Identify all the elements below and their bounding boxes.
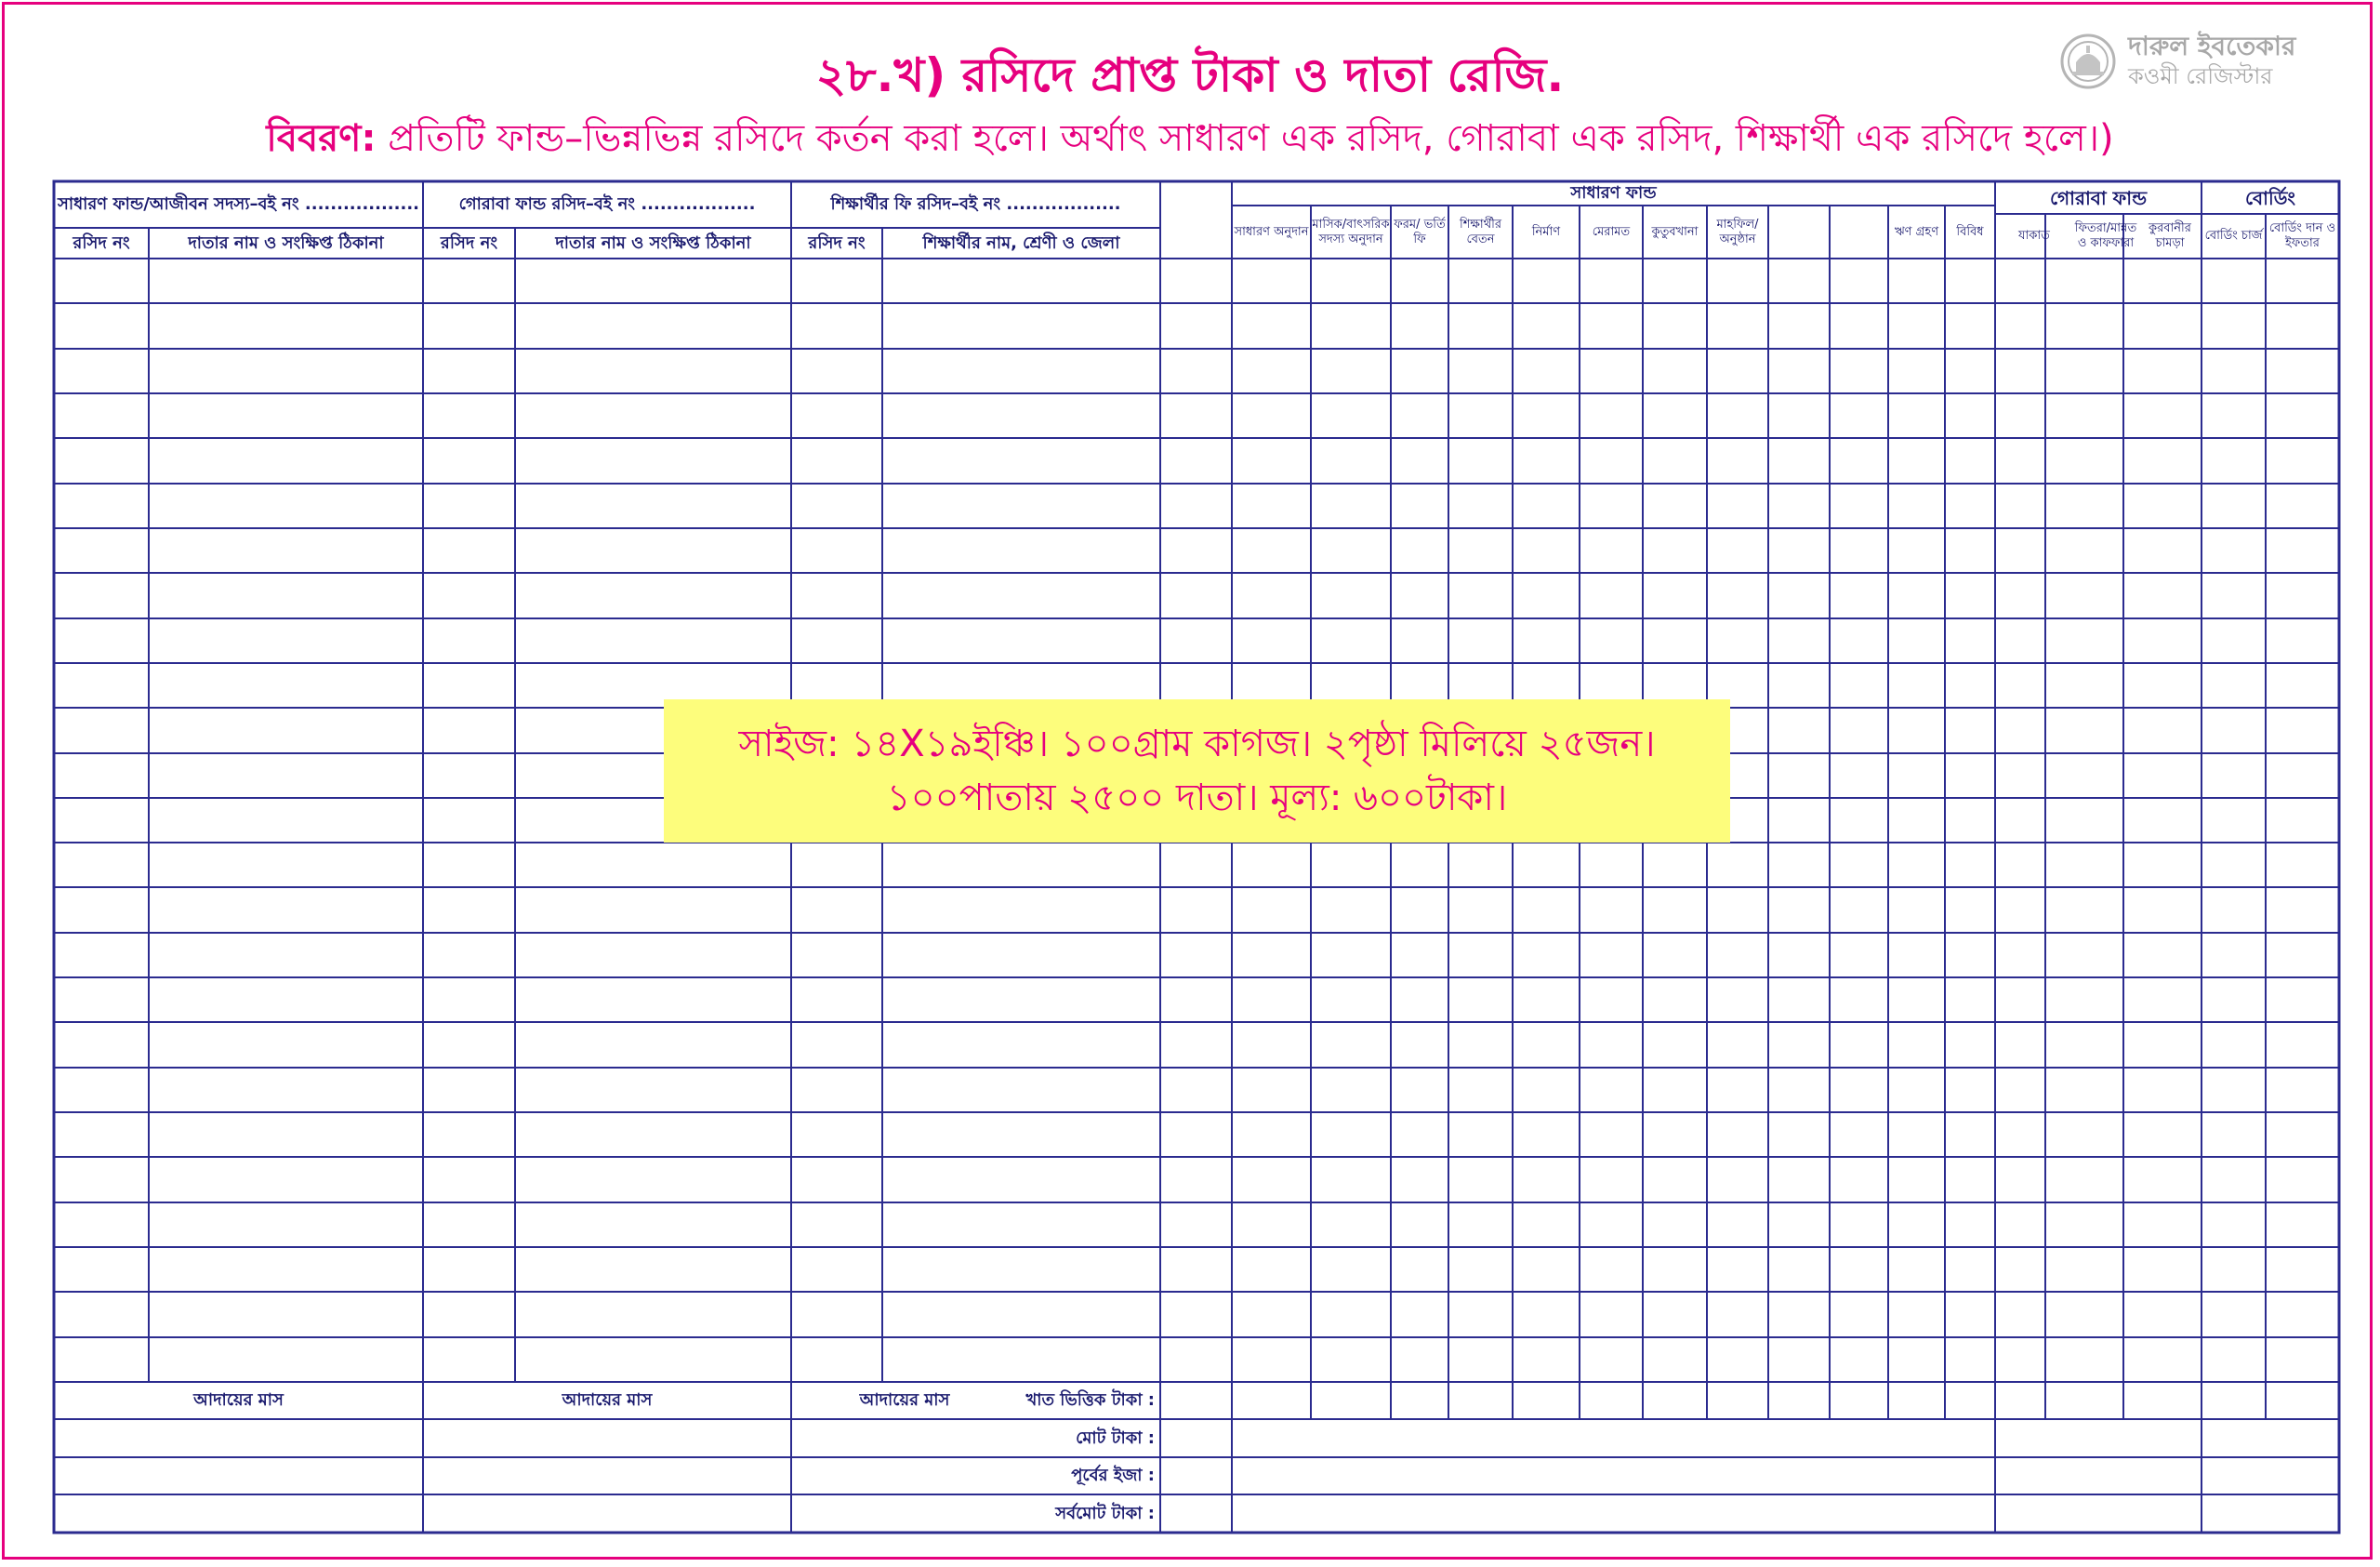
general-col-header: মেরামত <box>1592 224 1631 239</box>
section3-student-header: শিক্ষার্থীর নাম, শ্রেণী ও জেলা <box>922 232 1120 253</box>
boarding-col-header: বোর্ডিং চার্জ <box>2204 229 2263 243</box>
general-col-header: ঋণ গ্রহণ <box>1894 224 1939 239</box>
subtitle-text: প্রতিটি ফান্ড–ভিন্নভিন্ন রসিদে কর্তন করা হলে। অর্থাৎ সাধারণ এক রসিদ, গোরাবা এক রসিদ, শিক্ষার্থী এক রসিদে হলে।) <box>388 117 2114 160</box>
section1-donor-header: দাতার নাম ও সংক্ষিপ্ত ঠিকানা <box>188 232 384 253</box>
section3-title: শিক্ষার্থীর ফি রসিদ–বই নং .................. <box>830 194 1121 214</box>
general-col-header: নির্মাণ <box>1531 224 1561 239</box>
footer-month-3: আদায়ের মাস <box>859 1390 950 1410</box>
info-banner <box>664 699 1730 843</box>
boarding-header: বোর্ডিং <box>2244 186 2296 209</box>
general-col-header <box>1830 206 1888 259</box>
goraba-col-header: ফিতরা/মান্নত ও কাফফারা <box>2074 221 2137 250</box>
section2-donor-header: দাতার নাম ও সংক্ষিপ্ত ঠিকানা <box>555 232 751 253</box>
banner-line1: সাইজ: ১৪X১৯ইঞ্চি। ১০০গ্রাম কাগজ। ২পৃষ্ঠা মিলিয়ে ২৫জন। <box>738 723 1656 765</box>
section3-receipt-header: রসিদ নং <box>808 232 866 253</box>
goraba-col-header: যাকাত <box>2018 229 2050 243</box>
footer-grand-total-label: সর্বমোট টাকা : <box>1055 1503 1155 1523</box>
section1-title: সাধারণ ফান্ড/আজীবন সদস্য–বই নং .................. <box>57 194 419 214</box>
general-col-header: শিক্ষার্থীর বেতন <box>1459 217 1501 246</box>
boarding-col-header: বোর্ডিং দান ও ইফতার <box>2268 221 2336 250</box>
goraba-fund-header: গোরাবা ফান্ড <box>2049 186 2148 209</box>
goraba-col-header: কুরবানীর চামড়া <box>2149 221 2191 250</box>
section1-receipt-header: রসিদ নং <box>73 232 130 253</box>
footer-khat-total-label: খাত ভিত্তিক টাকা : <box>1025 1390 1155 1410</box>
footer-total-label: মোট টাকা : <box>1076 1428 1155 1448</box>
footer-month-1: আদায়ের মাস <box>193 1390 284 1410</box>
footer-month-2: আদায়ের মাস <box>562 1390 653 1410</box>
general-col-header: কুতুবখানা <box>1651 224 1699 239</box>
general-col-header: মাসিক/বাৎসরিক সদস্য অনুদান <box>1312 217 1390 246</box>
general-col-header: সাধারণ অনুদান <box>1234 224 1309 239</box>
general-fund-header: সাধারণ ফান্ড <box>1570 183 1657 203</box>
general-col-header: বিবিধ <box>1956 224 1984 239</box>
section2-receipt-header: রসিদ নং <box>440 232 498 253</box>
table-outline <box>54 181 2339 1533</box>
general-col-header: মাহফিল/ অনুষ্ঠান <box>1716 217 1759 246</box>
page-title: ২৮.খ) রসিদে প্রাপ্ত টাকা ও দাতা রেজি. <box>815 48 1565 102</box>
subtitle-label: বিবরণ: <box>266 117 377 160</box>
footer-previous-label: পূর্বের ইজা : <box>1071 1466 1155 1485</box>
general-col-header <box>1768 206 1830 259</box>
logo-line1: দারুল ইবতেকার <box>2128 31 2296 61</box>
logo-line2: কওমী রেজিস্টার <box>2128 63 2273 89</box>
banner-line2: ১০০পাতায় ২৫০০ দাতা। মূল্য: ৬০০টাকা। <box>886 777 1508 819</box>
general-col-header: ফরম/ ভর্তি ফি <box>1394 217 1446 246</box>
section2-title: গোরাবা ফান্ড রসিদ–বই নং .................. <box>458 194 756 214</box>
